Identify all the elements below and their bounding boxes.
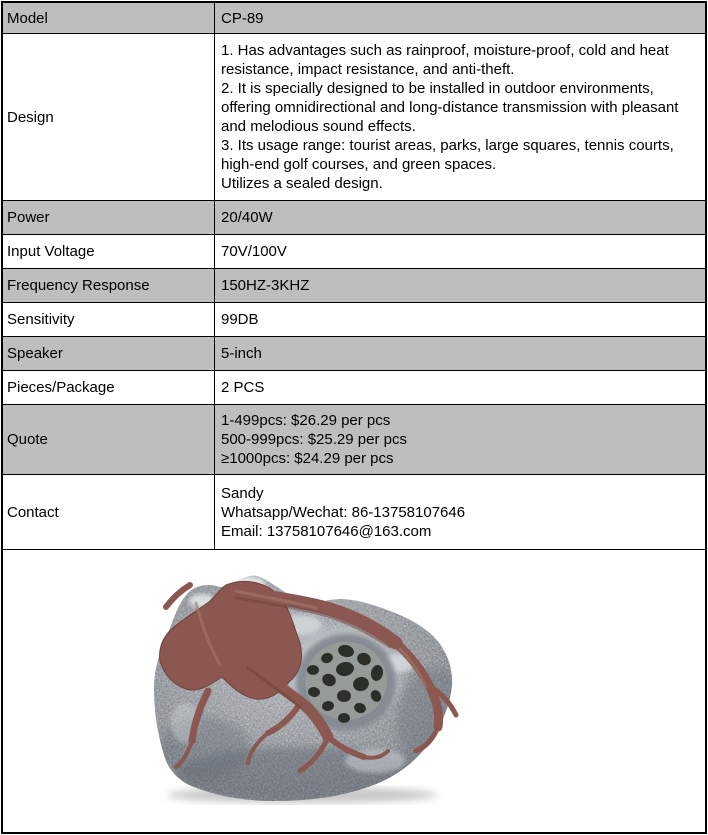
table-row-model [3, 3, 705, 34]
input-voltage-value: 70V/100V [221, 243, 287, 260]
table-row-design [3, 34, 705, 201]
row-label-design: Design [3, 34, 215, 200]
row-value-pieces-package [215, 371, 705, 404]
table-row-quote [3, 405, 705, 475]
row-value-model [215, 3, 705, 33]
model-value: CP-89 [221, 9, 264, 27]
row-value-design [215, 34, 705, 200]
table-row-sensitivity [3, 303, 705, 337]
row-value-sensitivity [215, 303, 705, 336]
spec-table [1, 1, 707, 834]
table-row-pieces-package [3, 371, 705, 405]
row-label-pieces-package: Pieces/Package [3, 371, 215, 404]
power-value: 20/40W [221, 209, 273, 226]
table-row-input-voltage [3, 235, 705, 269]
row-label-power: Power [3, 201, 215, 234]
sensitivity-value: 99DB [221, 311, 259, 328]
table-row-speaker [3, 337, 705, 371]
row-label-contact: Contact [3, 475, 215, 549]
rock-speaker-image [150, 573, 460, 805]
row-value-speaker [215, 337, 705, 370]
contact-email: Email: 13758107646@163.com [221, 522, 432, 540]
row-label-input-voltage: Input Voltage [3, 235, 215, 268]
design-point-4: Utilizes a sealed design. [221, 175, 383, 192]
contact-whatsapp: Whatsapp/Wechat: 86-13758107646 [221, 503, 466, 521]
row-value-input-voltage [215, 235, 705, 268]
table-row-power [3, 201, 705, 235]
row-value-frequency-response [215, 269, 705, 302]
table-row-contact [3, 475, 705, 550]
table-row-frequency-response [3, 269, 705, 303]
design-point-2: 2. It is specially designed to be installed in outdoor environments, offering omnidirectional and long-distance transmission with pleasant and melodious sound effects. [221, 80, 679, 135]
row-label-model: Model [3, 3, 215, 33]
pieces-package-value: 2 PCS [221, 379, 265, 396]
row-label-frequency-response: Frequency Response [3, 269, 215, 302]
frequency-response-value: 150HZ-3KHZ [221, 277, 310, 294]
row-value-quote [215, 405, 705, 474]
quote-tier-2: 500-999pcs: $25.29 per pcs [221, 431, 407, 448]
quote-tier-1: 1-499pcs: $26.29 per pcs [221, 412, 391, 429]
row-value-power [215, 201, 705, 234]
quote-tier-3: ≥1000pcs: $24.29 per pcs [221, 450, 394, 467]
speaker-value: 5-inch [221, 345, 262, 362]
design-point-1: 1. Has advantages such as rainproof, moisture-proof, cold and heat resistance, impact resistance, and anti-theft. [221, 42, 669, 78]
row-label-quote: Quote [3, 405, 215, 474]
row-label-speaker: Speaker [3, 337, 215, 370]
row-label-sensitivity: Sensitivity [3, 303, 215, 336]
product-photo [150, 573, 460, 805]
table-row-product-photo [3, 550, 705, 832]
row-value-contact [215, 475, 705, 549]
design-point-3: 3. Its usage range: tourist areas, parks, large squares, tennis courts, high-end golf courses, and green spaces. [221, 137, 674, 173]
contact-name: Sandy [221, 484, 264, 502]
